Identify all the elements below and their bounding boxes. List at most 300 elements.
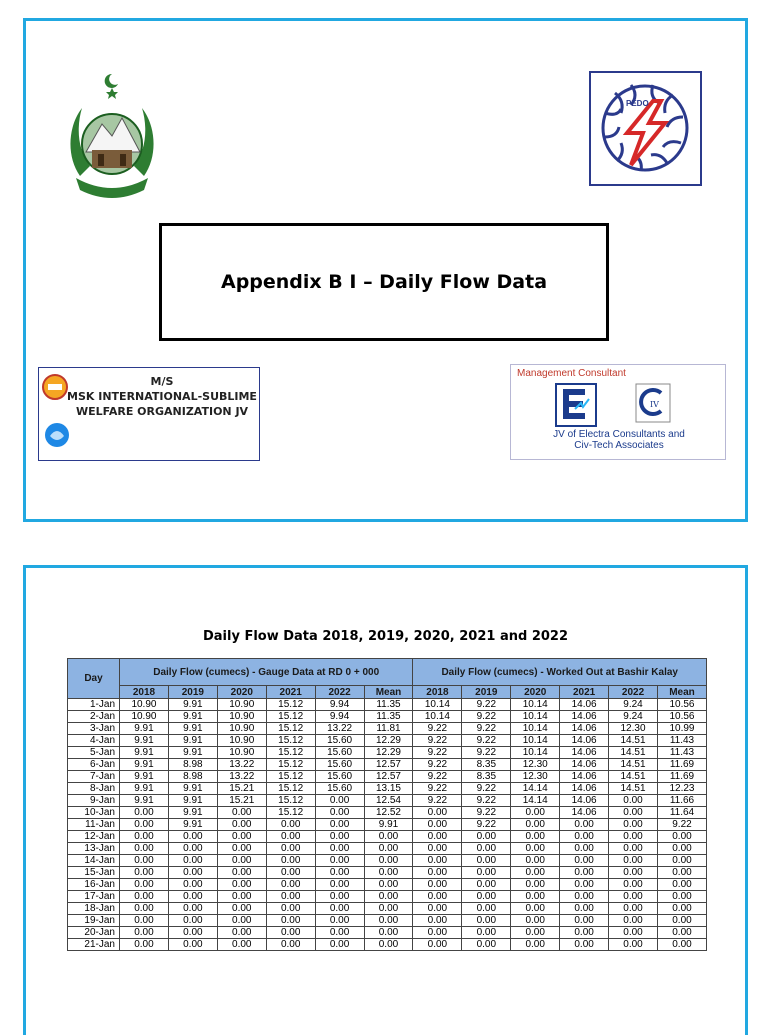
flow-value-cell: 0.00 — [217, 843, 266, 855]
svg-text:IV: IV — [650, 400, 659, 409]
flow-value-cell: 10.14 — [413, 699, 462, 711]
flow-value-cell: 0.00 — [266, 927, 315, 939]
flow-value-cell: 11.69 — [657, 771, 706, 783]
table-row — [68, 807, 707, 819]
flow-value-cell: 0.00 — [120, 807, 169, 819]
table-row — [68, 867, 707, 879]
flow-value-cell: 0.00 — [657, 831, 706, 843]
flow-value-cell: 15.12 — [266, 711, 315, 723]
flow-value-cell: 0.00 — [511, 831, 560, 843]
table-row — [68, 759, 707, 771]
flow-value-cell: 10.14 — [511, 747, 560, 759]
flow-value-cell: 0.00 — [168, 939, 217, 951]
flow-value-cell: 13.22 — [315, 723, 364, 735]
flow-value-cell: 9.22 — [413, 747, 462, 759]
management-jv-text — [511, 429, 727, 451]
flow-value-cell: 15.12 — [266, 795, 315, 807]
flow-value-cell: 9.22 — [413, 783, 462, 795]
flow-value-cell: 0.00 — [560, 891, 609, 903]
flow-value-cell: 0.00 — [266, 891, 315, 903]
year-header: Mean — [364, 686, 413, 699]
kp-government-emblem-icon — [62, 66, 162, 211]
bashir-kalay-header: Daily Flow (cumecs) - Worked Out at Bashir Kalay — [413, 659, 707, 686]
flow-value-cell: 0.00 — [511, 927, 560, 939]
flow-value-cell: 15.12 — [266, 771, 315, 783]
flow-value-cell: 0.00 — [609, 819, 658, 831]
day-cell: 8-Jan — [68, 783, 120, 795]
flow-value-cell: 15.60 — [315, 747, 364, 759]
flow-value-cell: 10.90 — [217, 711, 266, 723]
flow-value-cell: 11.66 — [657, 795, 706, 807]
flow-value-cell: 0.00 — [217, 927, 266, 939]
flow-value-cell: 0.00 — [120, 879, 169, 891]
flow-value-cell: 14.06 — [560, 711, 609, 723]
flow-value-cell: 0.00 — [511, 939, 560, 951]
flow-value-cell: 0.00 — [462, 915, 511, 927]
day-cell: 7-Jan — [68, 771, 120, 783]
flow-value-cell: 8.35 — [462, 759, 511, 771]
flow-value-cell: 0.00 — [364, 867, 413, 879]
flow-value-cell: 9.22 — [462, 711, 511, 723]
flow-value-cell: 9.94 — [315, 711, 364, 723]
flow-value-cell: 10.90 — [217, 735, 266, 747]
table-row — [68, 699, 707, 711]
table-row — [68, 771, 707, 783]
flow-value-cell: 0.00 — [315, 867, 364, 879]
flow-value-cell: 9.22 — [413, 795, 462, 807]
msk-line-2: MSK INTERNATIONAL-SUBLIME — [67, 390, 257, 403]
flow-value-cell: 9.22 — [657, 819, 706, 831]
msk-logo-icon — [42, 374, 68, 400]
management-jv-line-1: JV of Electra Consultants and — [553, 429, 685, 440]
flow-value-cell: 9.22 — [462, 747, 511, 759]
flow-value-cell: 0.00 — [511, 879, 560, 891]
flow-value-cell: 0.00 — [315, 915, 364, 927]
year-header: 2020 — [511, 686, 560, 699]
flow-value-cell: 12.52 — [364, 807, 413, 819]
flow-value-cell: 15.12 — [266, 747, 315, 759]
flow-value-cell: 0.00 — [560, 915, 609, 927]
day-cell: 20-Jan — [68, 927, 120, 939]
flow-value-cell: 0.00 — [364, 927, 413, 939]
day-cell: 11-Jan — [68, 819, 120, 831]
flow-value-cell: 0.00 — [560, 927, 609, 939]
day-cell: 17-Jan — [68, 891, 120, 903]
flow-value-cell: 14.06 — [560, 807, 609, 819]
flow-value-cell: 8.98 — [168, 759, 217, 771]
flow-value-cell: 0.00 — [217, 855, 266, 867]
flow-value-cell: 9.91 — [168, 783, 217, 795]
flow-value-cell: 0.00 — [217, 903, 266, 915]
flow-value-cell: 0.00 — [120, 903, 169, 915]
flow-value-cell: 9.22 — [413, 735, 462, 747]
day-cell: 2-Jan — [68, 711, 120, 723]
flow-value-cell: 10.14 — [511, 699, 560, 711]
flow-value-cell: 0.00 — [168, 867, 217, 879]
flow-value-cell: 14.06 — [560, 771, 609, 783]
electra-logo-icon — [555, 383, 597, 427]
year-header: 2018 — [120, 686, 169, 699]
flow-value-cell: 12.30 — [609, 723, 658, 735]
flow-value-cell: 0.00 — [511, 915, 560, 927]
year-header: 2019 — [168, 686, 217, 699]
flow-value-cell: 10.90 — [120, 699, 169, 711]
cover-page — [23, 18, 748, 522]
flow-value-cell: 0.00 — [266, 867, 315, 879]
flow-value-cell: 12.30 — [511, 759, 560, 771]
flow-value-cell: 0.00 — [560, 939, 609, 951]
flow-value-cell: 0.00 — [217, 939, 266, 951]
flow-value-cell: 0.00 — [120, 891, 169, 903]
day-cell: 10-Jan — [68, 807, 120, 819]
flow-value-cell: 15.60 — [315, 771, 364, 783]
day-cell: 14-Jan — [68, 855, 120, 867]
page-title: Appendix B I – Daily Flow Data — [220, 271, 548, 293]
pedo-logo-text: PEDO — [626, 99, 649, 108]
flow-value-cell: 0.00 — [657, 903, 706, 915]
flow-value-cell: 0.00 — [266, 855, 315, 867]
table-title: Daily Flow Data 2018, 2019, 2020, 2021 and 2022 — [202, 629, 569, 644]
flow-value-cell: 9.24 — [609, 711, 658, 723]
flow-value-cell: 9.22 — [462, 735, 511, 747]
flow-value-cell: 0.00 — [609, 879, 658, 891]
flow-value-cell: 0.00 — [657, 867, 706, 879]
day-cell: 18-Jan — [68, 903, 120, 915]
flow-value-cell: 0.00 — [315, 807, 364, 819]
flow-value-cell: 0.00 — [413, 915, 462, 927]
flow-value-cell: 9.22 — [462, 783, 511, 795]
day-header: Day — [68, 659, 120, 699]
flow-value-cell: 0.00 — [657, 915, 706, 927]
sublime-logo-icon — [44, 422, 70, 448]
flow-value-cell: 0.00 — [168, 855, 217, 867]
flow-value-cell: 9.22 — [462, 819, 511, 831]
flow-value-cell: 0.00 — [364, 939, 413, 951]
flow-value-cell: 9.22 — [462, 723, 511, 735]
flow-value-cell: 9.91 — [364, 819, 413, 831]
flow-value-cell: 0.00 — [609, 939, 658, 951]
flow-value-cell: 15.12 — [266, 783, 315, 795]
flow-value-cell: 14.06 — [560, 795, 609, 807]
year-header: Mean — [657, 686, 706, 699]
flow-value-cell: 0.00 — [315, 831, 364, 843]
table-row — [68, 927, 707, 939]
table-row — [68, 783, 707, 795]
flow-value-cell: 14.06 — [560, 735, 609, 747]
flow-value-cell: 0.00 — [560, 879, 609, 891]
flow-value-cell: 0.00 — [168, 879, 217, 891]
day-cell: 6-Jan — [68, 759, 120, 771]
flow-value-cell: 9.91 — [168, 711, 217, 723]
flow-value-cell: 15.21 — [217, 795, 266, 807]
flow-value-cell: 0.00 — [120, 915, 169, 927]
flow-value-cell: 0.00 — [560, 855, 609, 867]
year-header: 2019 — [462, 686, 511, 699]
flow-value-cell: 0.00 — [511, 843, 560, 855]
flow-value-cell: 0.00 — [266, 879, 315, 891]
flow-value-cell: 13.15 — [364, 783, 413, 795]
flow-value-cell: 0.00 — [657, 843, 706, 855]
table-row — [68, 747, 707, 759]
flow-value-cell: 9.91 — [120, 771, 169, 783]
flow-value-cell: 0.00 — [315, 903, 364, 915]
flow-value-cell: 0.00 — [315, 795, 364, 807]
flow-value-cell: 0.00 — [462, 831, 511, 843]
flow-value-cell: 0.00 — [413, 819, 462, 831]
day-cell: 1-Jan — [68, 699, 120, 711]
flow-value-cell: 0.00 — [560, 831, 609, 843]
flow-value-cell: 0.00 — [413, 939, 462, 951]
flow-value-cell: 0.00 — [560, 819, 609, 831]
flow-value-cell: 0.00 — [217, 891, 266, 903]
daily-flow-table — [67, 658, 707, 951]
flow-value-cell: 15.60 — [315, 759, 364, 771]
pedo-logo — [589, 71, 702, 186]
flow-value-cell: 0.00 — [511, 819, 560, 831]
flow-value-cell: 9.91 — [168, 819, 217, 831]
flow-value-cell: 12.57 — [364, 771, 413, 783]
year-header: 2022 — [609, 686, 658, 699]
flow-table-body — [68, 699, 707, 951]
flow-value-cell: 0.00 — [462, 891, 511, 903]
flow-value-cell: 0.00 — [462, 939, 511, 951]
flow-value-cell: 0.00 — [120, 927, 169, 939]
flow-value-cell: 13.22 — [217, 759, 266, 771]
flow-value-cell: 0.00 — [266, 819, 315, 831]
flow-value-cell: 0.00 — [609, 831, 658, 843]
table-row — [68, 855, 707, 867]
flow-value-cell: 0.00 — [168, 927, 217, 939]
flow-value-cell: 0.00 — [266, 843, 315, 855]
flow-value-cell: 15.60 — [315, 735, 364, 747]
msk-line-1: M/S — [150, 375, 174, 388]
flow-value-cell: 11.81 — [364, 723, 413, 735]
flow-value-cell: 0.00 — [609, 855, 658, 867]
flow-value-cell: 0.00 — [413, 807, 462, 819]
flow-value-cell: 0.00 — [315, 939, 364, 951]
flow-value-cell: 9.91 — [120, 795, 169, 807]
gauge-data-header: Daily Flow (cumecs) - Gauge Data at RD 0 + 000 — [120, 659, 413, 686]
day-cell: 3-Jan — [68, 723, 120, 735]
flow-value-cell: 12.29 — [364, 735, 413, 747]
flow-value-cell: 10.14 — [511, 711, 560, 723]
day-cell: 21-Jan — [68, 939, 120, 951]
table-row — [68, 795, 707, 807]
flow-value-cell: 0.00 — [609, 867, 658, 879]
flow-value-cell: 12.57 — [364, 759, 413, 771]
flow-value-cell: 15.60 — [315, 783, 364, 795]
table-row — [68, 711, 707, 723]
flow-value-cell: 0.00 — [364, 855, 413, 867]
flow-value-cell: 10.99 — [657, 723, 706, 735]
flow-value-cell: 0.00 — [168, 903, 217, 915]
flow-value-cell: 0.00 — [315, 879, 364, 891]
table-row — [68, 723, 707, 735]
flow-value-cell: 11.35 — [364, 711, 413, 723]
year-header: 2022 — [315, 686, 364, 699]
flow-value-cell: 11.69 — [657, 759, 706, 771]
flow-value-cell: 14.06 — [560, 699, 609, 711]
flow-value-cell: 15.12 — [266, 735, 315, 747]
day-cell: 16-Jan — [68, 879, 120, 891]
day-cell: 19-Jan — [68, 915, 120, 927]
flow-value-cell: 12.23 — [657, 783, 706, 795]
flow-value-cell: 9.22 — [462, 807, 511, 819]
flow-value-cell: 9.22 — [413, 723, 462, 735]
flow-value-cell: 0.00 — [462, 879, 511, 891]
flow-value-cell: 0.00 — [364, 891, 413, 903]
flow-value-cell: 10.90 — [217, 699, 266, 711]
table-row — [68, 735, 707, 747]
flow-value-cell: 9.22 — [413, 759, 462, 771]
flow-value-cell: 0.00 — [609, 891, 658, 903]
flow-value-cell: 11.35 — [364, 699, 413, 711]
management-consultant-block — [510, 364, 726, 460]
flow-value-cell: 0.00 — [657, 879, 706, 891]
civtech-logo-icon — [635, 383, 671, 423]
flow-value-cell: 15.12 — [266, 723, 315, 735]
flow-value-cell: 14.14 — [511, 795, 560, 807]
flow-value-cell: 14.51 — [609, 747, 658, 759]
flow-value-cell: 0.00 — [217, 879, 266, 891]
flow-value-cell: 9.91 — [168, 723, 217, 735]
flow-value-cell: 9.91 — [120, 747, 169, 759]
year-header-row — [68, 686, 707, 699]
day-cell: 15-Jan — [68, 867, 120, 879]
flow-value-cell: 0.00 — [266, 915, 315, 927]
flow-value-cell: 0.00 — [462, 855, 511, 867]
msk-line-3: WELFARE ORGANIZATION JV — [75, 405, 249, 418]
flow-value-cell: 14.14 — [511, 783, 560, 795]
flow-value-cell: 15.21 — [217, 783, 266, 795]
table-row — [68, 903, 707, 915]
flow-value-cell: 0.00 — [315, 843, 364, 855]
flow-value-cell: 0.00 — [120, 855, 169, 867]
flow-value-cell: 10.56 — [657, 699, 706, 711]
flow-value-cell: 11.43 — [657, 747, 706, 759]
flow-value-cell: 0.00 — [413, 891, 462, 903]
flow-value-cell: 0.00 — [462, 927, 511, 939]
day-cell: 12-Jan — [68, 831, 120, 843]
year-header: 2018 — [413, 686, 462, 699]
flow-value-cell: 0.00 — [609, 843, 658, 855]
flow-value-cell: 10.90 — [217, 747, 266, 759]
flow-value-cell: 14.06 — [560, 723, 609, 735]
table-row — [68, 891, 707, 903]
flow-value-cell: 8.35 — [462, 771, 511, 783]
flow-value-cell: 14.51 — [609, 783, 658, 795]
title-box — [159, 223, 609, 341]
flow-value-cell: 9.91 — [168, 747, 217, 759]
flow-value-cell: 15.12 — [266, 807, 315, 819]
flow-value-cell: 0.00 — [315, 927, 364, 939]
year-header: 2020 — [217, 686, 266, 699]
day-cell: 4-Jan — [68, 735, 120, 747]
flow-value-cell: 0.00 — [217, 807, 266, 819]
flow-value-cell: 0.00 — [120, 867, 169, 879]
flow-value-cell: 0.00 — [120, 939, 169, 951]
flow-value-cell: 0.00 — [511, 891, 560, 903]
flow-value-cell: 14.06 — [560, 747, 609, 759]
flow-value-cell: 0.00 — [609, 915, 658, 927]
flow-value-cell: 9.22 — [462, 699, 511, 711]
flow-value-cell: 0.00 — [266, 939, 315, 951]
flow-value-cell: 9.91 — [120, 735, 169, 747]
day-cell: 5-Jan — [68, 747, 120, 759]
flow-value-cell: 0.00 — [609, 795, 658, 807]
flow-value-cell: 9.91 — [168, 699, 217, 711]
flow-value-cell: 0.00 — [462, 903, 511, 915]
flow-value-cell: 0.00 — [413, 867, 462, 879]
flow-value-cell: 0.00 — [364, 915, 413, 927]
flow-value-cell: 0.00 — [609, 927, 658, 939]
flow-value-cell: 0.00 — [560, 903, 609, 915]
flow-value-cell: 0.00 — [413, 879, 462, 891]
table-row — [68, 831, 707, 843]
flow-value-cell: 15.12 — [266, 699, 315, 711]
flow-value-cell: 9.91 — [168, 735, 217, 747]
flow-value-cell: 9.91 — [120, 783, 169, 795]
pedo-turbine-icon — [591, 73, 700, 184]
flow-value-cell: 0.00 — [511, 867, 560, 879]
flow-value-cell: 0.00 — [657, 891, 706, 903]
flow-value-cell: 0.00 — [511, 903, 560, 915]
flow-value-cell: 0.00 — [315, 819, 364, 831]
flow-value-cell: 15.12 — [266, 759, 315, 771]
msk-jv-block — [38, 367, 260, 461]
flow-value-cell: 14.06 — [560, 783, 609, 795]
flow-value-cell: 0.00 — [462, 843, 511, 855]
flow-value-cell: 0.00 — [168, 831, 217, 843]
flow-value-cell: 0.00 — [168, 891, 217, 903]
flow-value-cell: 0.00 — [657, 939, 706, 951]
flow-value-cell: 12.29 — [364, 747, 413, 759]
table-row — [68, 819, 707, 831]
flow-value-cell: 8.98 — [168, 771, 217, 783]
flow-value-cell: 0.00 — [511, 855, 560, 867]
table-row — [68, 879, 707, 891]
management-consultant-label: Management Consultant — [517, 368, 626, 379]
flow-value-cell: 14.06 — [560, 759, 609, 771]
flow-value-cell: 10.14 — [511, 735, 560, 747]
flow-value-cell: 0.00 — [217, 819, 266, 831]
flow-value-cell: 9.91 — [168, 795, 217, 807]
flow-value-cell: 10.14 — [413, 711, 462, 723]
flow-value-cell: 0.00 — [266, 831, 315, 843]
flow-value-cell: 0.00 — [120, 819, 169, 831]
flow-value-cell: 0.00 — [120, 843, 169, 855]
flow-value-cell: 0.00 — [168, 915, 217, 927]
day-cell: 9-Jan — [68, 795, 120, 807]
flow-value-cell: 0.00 — [364, 831, 413, 843]
flow-value-cell: 0.00 — [217, 915, 266, 927]
flow-value-cell: 0.00 — [168, 843, 217, 855]
flow-value-cell: 0.00 — [462, 867, 511, 879]
table-row — [68, 915, 707, 927]
flow-value-cell: 10.56 — [657, 711, 706, 723]
flow-value-cell: 11.64 — [657, 807, 706, 819]
flow-value-cell: 9.24 — [609, 699, 658, 711]
flow-value-cell: 0.00 — [217, 831, 266, 843]
flow-value-cell: 0.00 — [413, 903, 462, 915]
table-row — [68, 843, 707, 855]
flow-value-cell: 0.00 — [413, 855, 462, 867]
flow-value-cell: 9.22 — [413, 771, 462, 783]
flow-value-cell: 12.54 — [364, 795, 413, 807]
flow-value-cell: 9.94 — [315, 699, 364, 711]
flow-value-cell: 0.00 — [560, 867, 609, 879]
flow-value-cell: 13.22 — [217, 771, 266, 783]
